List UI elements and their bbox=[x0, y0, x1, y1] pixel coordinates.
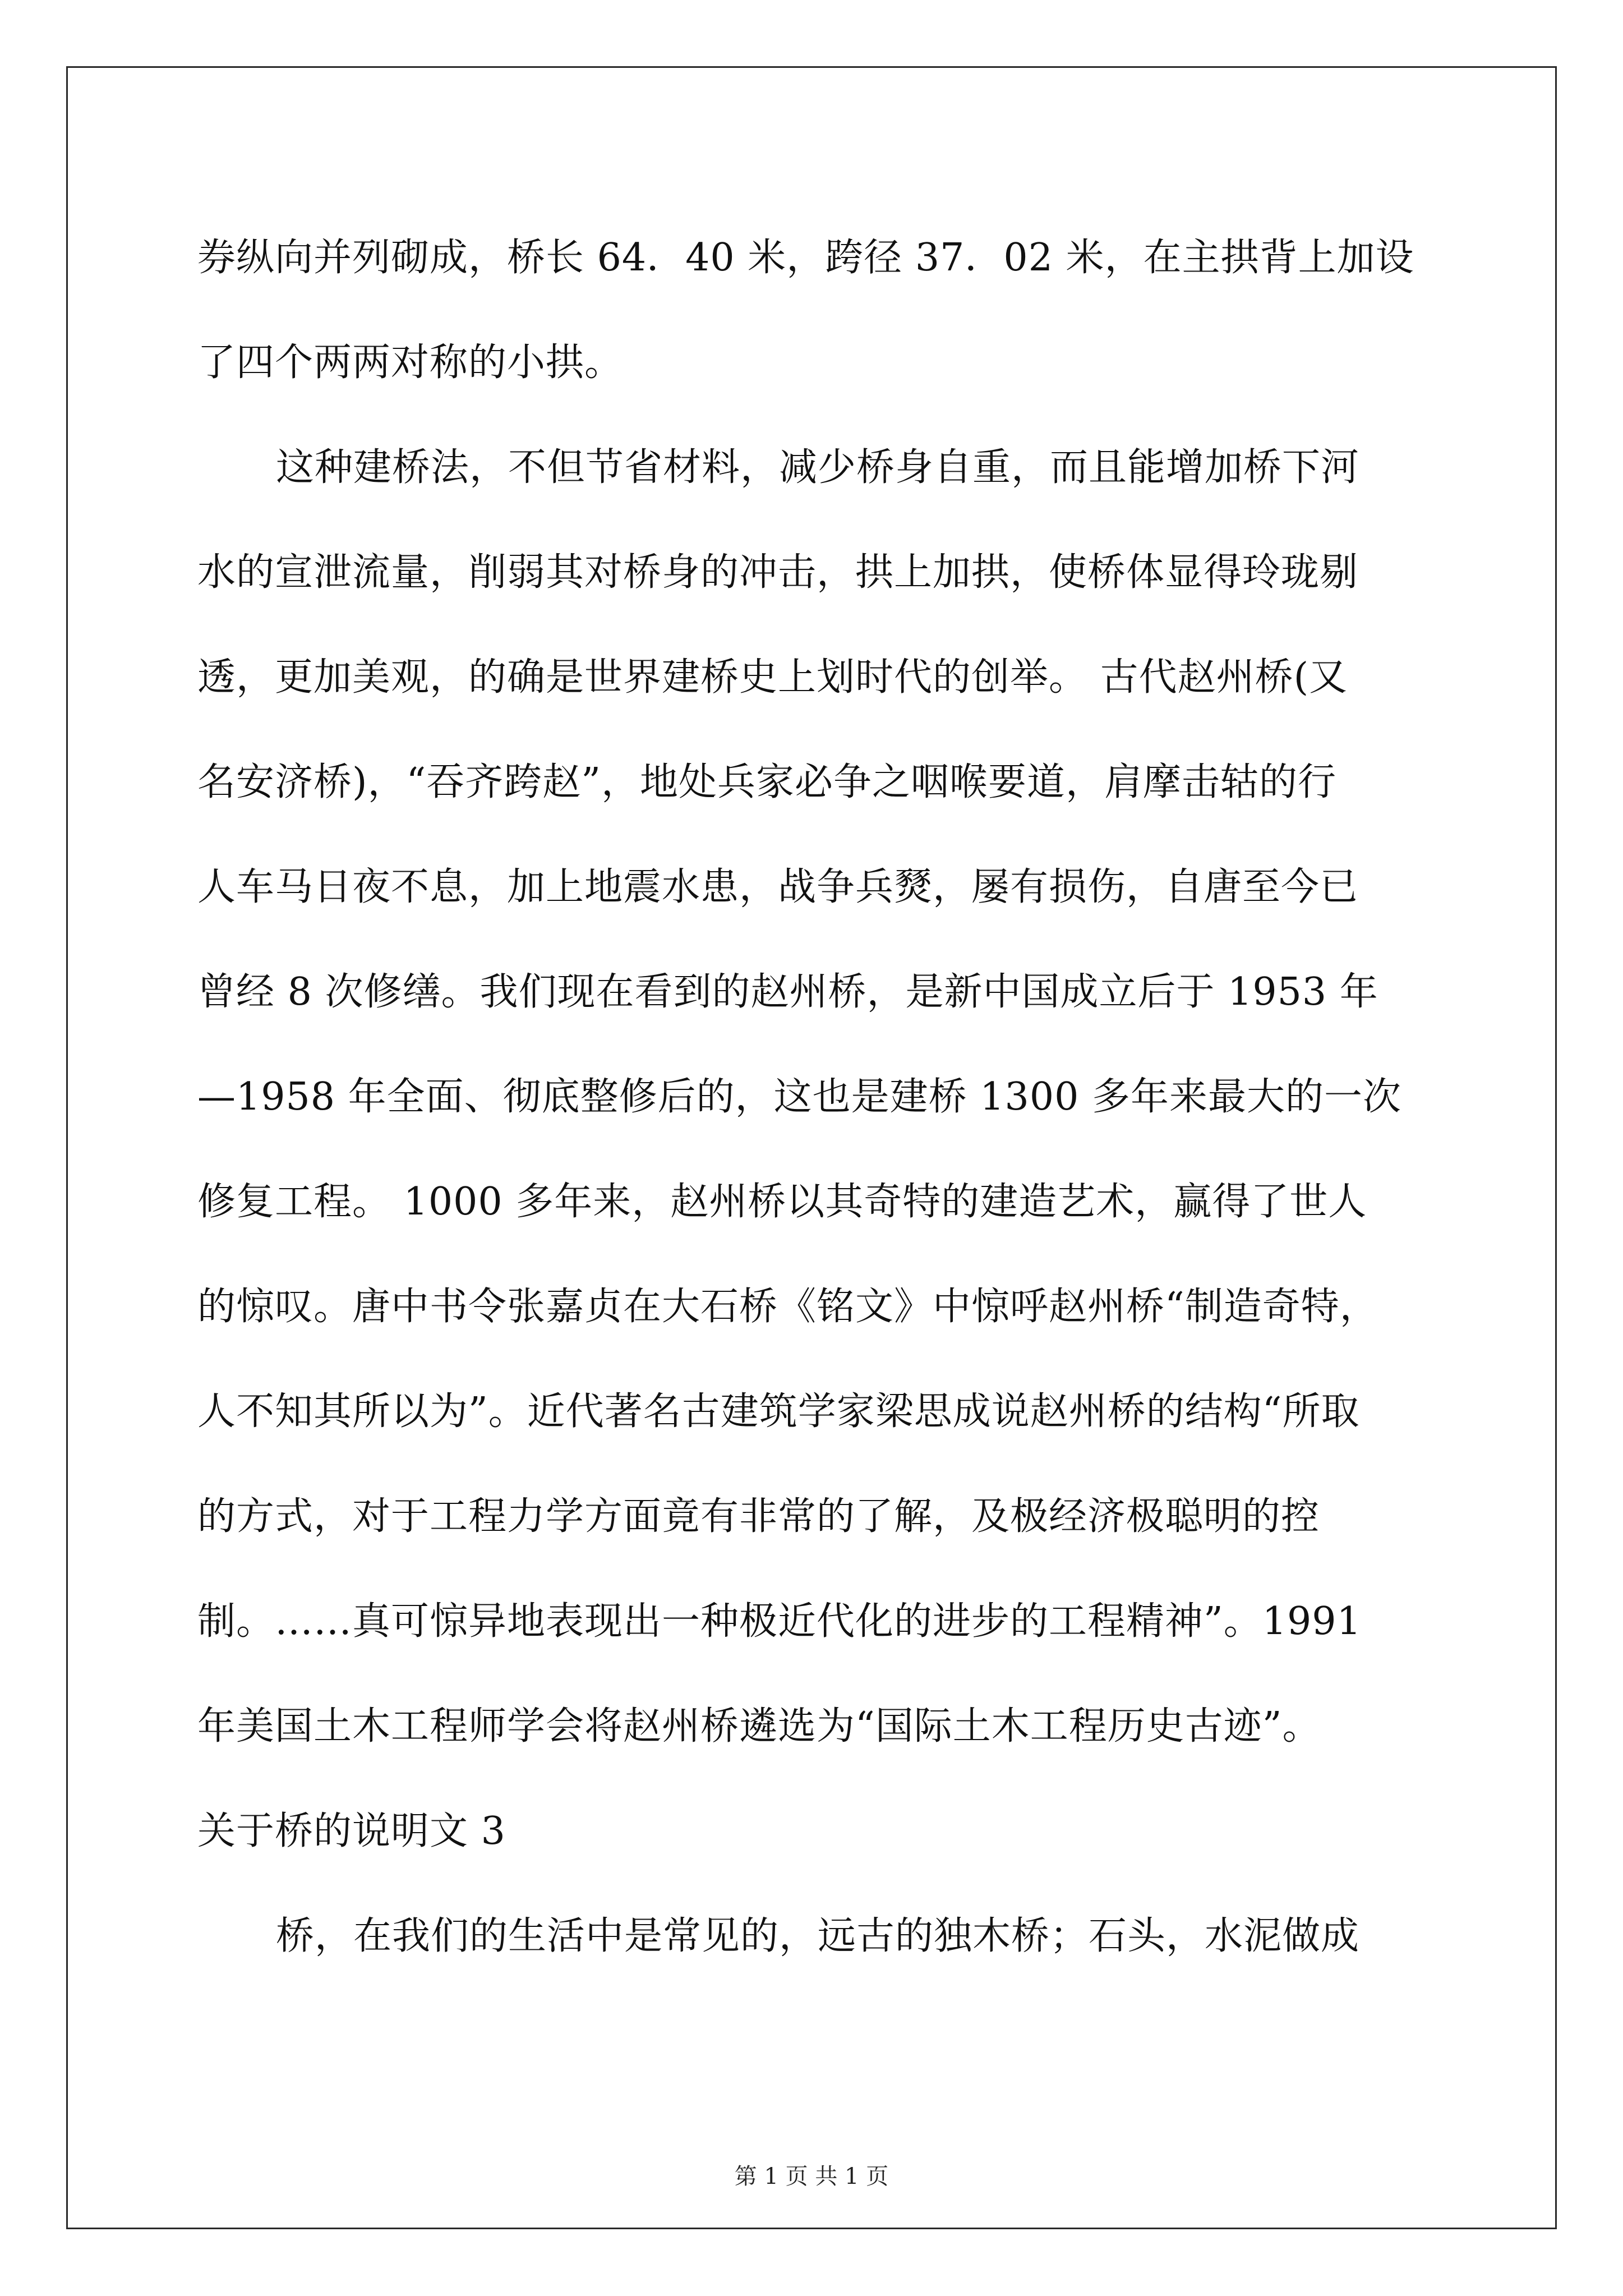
page-number-footer: 第 1 页 共 1 页 bbox=[734, 2164, 889, 2189]
text-line: 这种建桥法，不但节省材料，减少桥身自重，而且能增加桥下河 bbox=[276, 445, 1360, 490]
text-line: —1958 年全面、彻底整修后的，这也是建桥 1300 多年来最大的一次 bbox=[197, 1075, 1401, 1119]
text-line: 桥，在我们的生活中是常见的，远古的独木桥；石头，水泥做成 bbox=[276, 1914, 1360, 1958]
text-line: 年美国土木工程师学会将赵州桥遴选为“国际土木工程历史古迹”。 bbox=[197, 1704, 1321, 1749]
text-line: 的方式，对于工程力学方面竟有非常的了解，及极经济极聪明的控 bbox=[197, 1494, 1320, 1539]
text-line: 水的宣泄流量，削弱其对桥身的冲击，拱上加拱，使桥体显得玲珑剔 bbox=[197, 550, 1359, 595]
text-line: 了四个两两对称的小拱。 bbox=[197, 341, 624, 385]
text-line: 名安济桥)，“吞齐跨赵”，地处兵家必争之咽喉要道，肩摩击轱的行 bbox=[197, 760, 1337, 804]
text-line: 制。……真可惊异地表现出一种极近代化的进步的工程精神”。1991 bbox=[197, 1599, 1362, 1644]
text-line: 的惊叹。唐中书令张嘉贞在大石桥《铭文》中惊呼赵州桥“制造奇特， bbox=[197, 1285, 1378, 1329]
text-line: 曾经 8 次修缮。我们现在看到的赵州桥，是新中国成立后于 1953 年 bbox=[197, 970, 1378, 1014]
document-body bbox=[197, 205, 1431, 1989]
section-heading: 关于桥的说明文 3 bbox=[197, 1809, 506, 1853]
text-line: 修复工程。 1000 多年来，赵州桥以其奇特的建造艺术，赢得了世人 bbox=[197, 1180, 1367, 1224]
text-line: 人车马日夜不息，加上地震水患，战争兵燹，屡有损伤，自唐至今已 bbox=[197, 865, 1359, 909]
text-line: 券纵向并列砌成，桥长 64．40 米，跨径 37．02 米，在主拱背上加设 bbox=[197, 236, 1414, 280]
text-line: 人不知其所以为”。近代著名古建筑学家梁思成说赵州桥的结构“所取 bbox=[197, 1389, 1360, 1434]
text-line: 透，更加美观，的确是世界建桥史上划时代的创举。 古代赵州桥(又 bbox=[197, 655, 1348, 700]
